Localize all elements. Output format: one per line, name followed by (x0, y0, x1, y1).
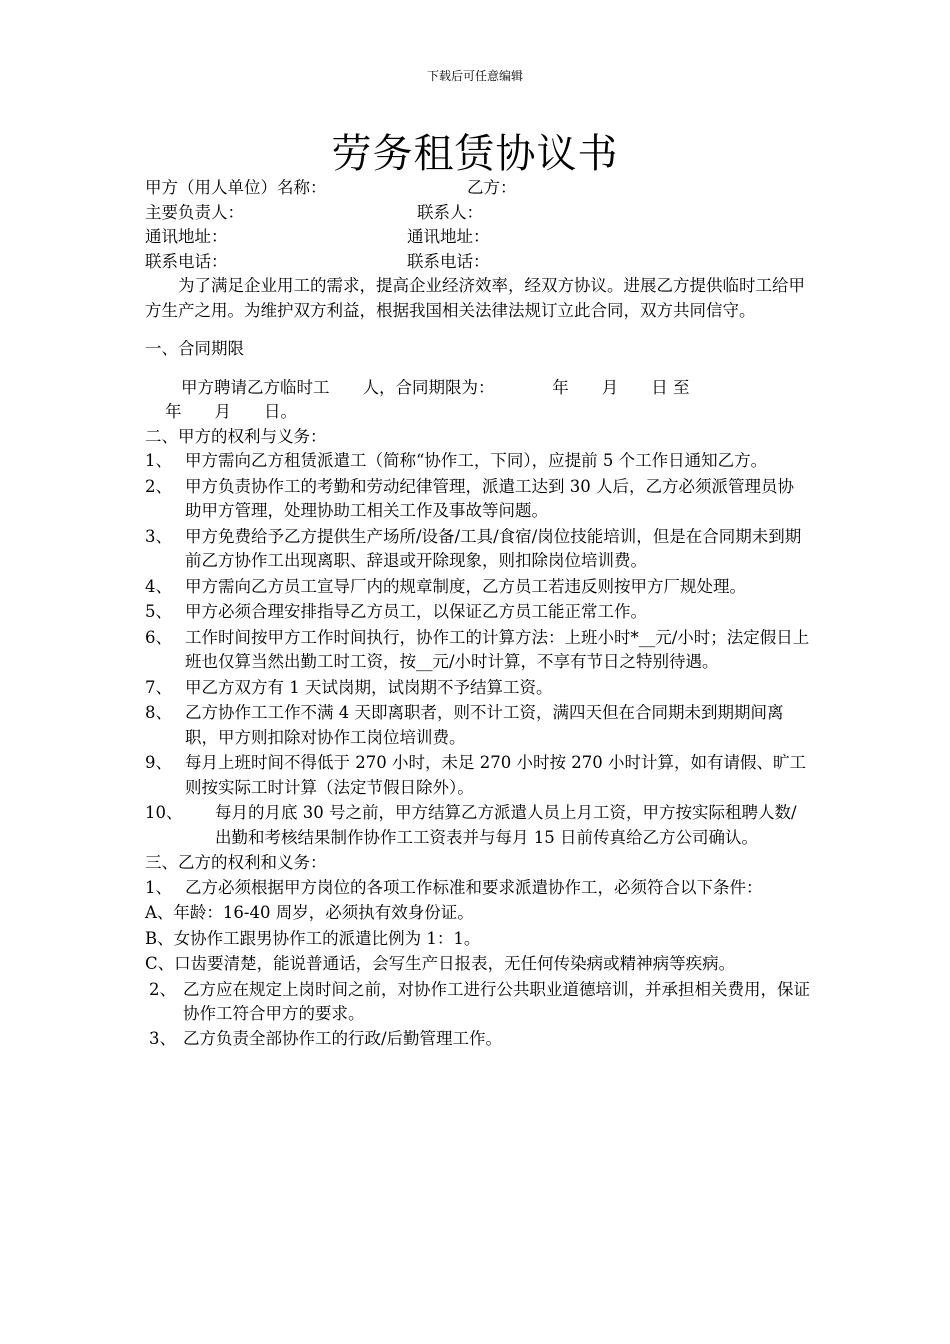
party-left: 通讯地址： (145, 227, 228, 246)
party-right: 联系人： (417, 202, 483, 222)
clause-number: 5、 (145, 602, 172, 621)
clause-text: 甲方免费给予乙方提供生产场所/设备/工具/食宿/岗位技能培训，但是在合同期未到期前乙方协作工出现离职、辞退或开除现象，则扣除岗位培训费。 (185, 526, 802, 570)
clause-text: 甲方必须合理安排指导乙方员工，以保证乙方员工能正常工作。 (185, 602, 647, 621)
parties-block (145, 176, 810, 274)
clause-item (145, 978, 810, 1027)
clause-text: 乙方应在规定上岗时间之前，对协作工进行公共职业道德培训，并承担相关费用，保证协作工符合甲方的要求。 (183, 979, 810, 1023)
clause-text: 每月的月底 30 号之前，甲方结算乙方派遣人员上月工资，甲方按实际租聘人数/出勤和考核结果制作协作工工资表并与每月 15 日前传真给乙方公司确认。 (215, 803, 797, 847)
party-right: 联系电话： (407, 251, 490, 271)
clause-number: 6、 (145, 627, 172, 647)
document-title: 劳务租赁协议书 (331, 131, 619, 177)
clause-text: 甲方负责协作工的考勤和劳动纪律管理，派遣工达到 30 人后，乙方必须派管理员协助甲方管理，处理协助工相关工作及事故等问题。 (185, 476, 794, 520)
party-right: 通讯地址： (407, 227, 490, 246)
clause-item (145, 600, 810, 625)
party-right: 乙方： (467, 178, 517, 197)
clause-number: 10、 (145, 803, 183, 822)
clause-number: 1、 (145, 451, 172, 470)
clause-item (145, 751, 810, 800)
party-row (145, 201, 810, 226)
condition-line: C、口齿要清楚，能说普通话，会写生产日报表，无任何传染病或精神病等疾病。 (145, 954, 736, 973)
party-left: 甲方（用人单位）名称： (145, 178, 327, 197)
clause-item (145, 626, 810, 675)
clause-number: 2、 (149, 979, 176, 999)
clause-number: 1、 (145, 877, 172, 897)
party-left: 主要负责人： (145, 202, 244, 222)
clause-text: 乙方负责全部协作工的行政/后勤管理工作。 (183, 1028, 503, 1048)
intro-paragraph: 为了满足企业用工的需求，提高企业经济效率，经双方协议。进展乙方提供临时工给甲方生产之用。为维护双方利益，根据我国相关法律法规订立此合同，双方共同信守。 (145, 276, 805, 320)
condition-line: A、年龄：16-40 周岁，必须执有效身份证。 (145, 903, 474, 922)
clause-item (145, 449, 810, 474)
clause-text: 乙方必须根据甲方岗位的各项工作标准和要求派遣协作工，必须符合以下条件： (185, 877, 763, 897)
clause-item (145, 876, 810, 901)
clause-text: 乙方协作工工作不满 4 天即离职者，则不计工资，满四天但在合同期未到期期间离职，甲方则扣除对协作工岗位培训费。 (185, 703, 784, 747)
clause-item (145, 1027, 810, 1052)
clause-item (145, 676, 810, 701)
clause-number: 2、 (145, 476, 172, 496)
section-heading: 一、合同期限 (145, 339, 244, 358)
condition-line: B、女协作工跟男协作工的派遣比例为 1：1。 (145, 928, 481, 948)
party-left: 联系电话： (145, 251, 228, 271)
section-heading: 二、甲方的权利与义务： (145, 426, 327, 446)
party-row (145, 250, 810, 275)
clause-number: 8、 (145, 703, 172, 722)
header-note: 下载后可任意编辑 (426, 69, 523, 83)
clause-number: 7、 (145, 677, 172, 697)
clause-item (145, 525, 810, 574)
clause-item (145, 575, 810, 600)
party-row (145, 225, 810, 250)
section-heading: 三、乙方的权利和义务： (145, 853, 327, 872)
clause-item (145, 475, 810, 524)
clause-text: 甲乙方双方有 1 天试岗期，试岗期不予结算工资。 (185, 677, 553, 697)
clause-number: 9、 (145, 753, 172, 772)
clause-text: 甲方需向乙方员工宣导厂内的规章制度，乙方员工若违反则按甲方厂规处理。 (185, 576, 746, 596)
clause-number: 4、 (145, 576, 172, 596)
clause-text: 工作时间按甲方工作时间执行，协作工的计算方法：上班小时*__元/小时；法定假日上班也仅算当然出勤工时工资，按__元/小时计算，不享有节日之特别待遇。 (185, 627, 810, 671)
document-body (145, 176, 810, 1051)
clause-text: 甲方需向乙方租赁派遣工（简称“协作工，下同），应提前 5 个工作日通知乙方。 (185, 451, 768, 470)
clause-number: 3、 (149, 1028, 176, 1048)
clause-text: 每月上班时间不得低于 270 小时，未足 270 小时按 270 小时计算，如有请假、旷工则按实际工时计算（法定节假日除外）。 (185, 753, 806, 797)
clause-item (145, 701, 810, 750)
party-row (145, 176, 810, 201)
contract-period-line: 年 月 日。 (165, 402, 297, 421)
clause-number: 3、 (145, 526, 172, 546)
clause-item (145, 801, 810, 850)
contract-period-line: 甲方聘请乙方临时工 人，合同期限为： 年 月 日 至 (181, 377, 690, 397)
